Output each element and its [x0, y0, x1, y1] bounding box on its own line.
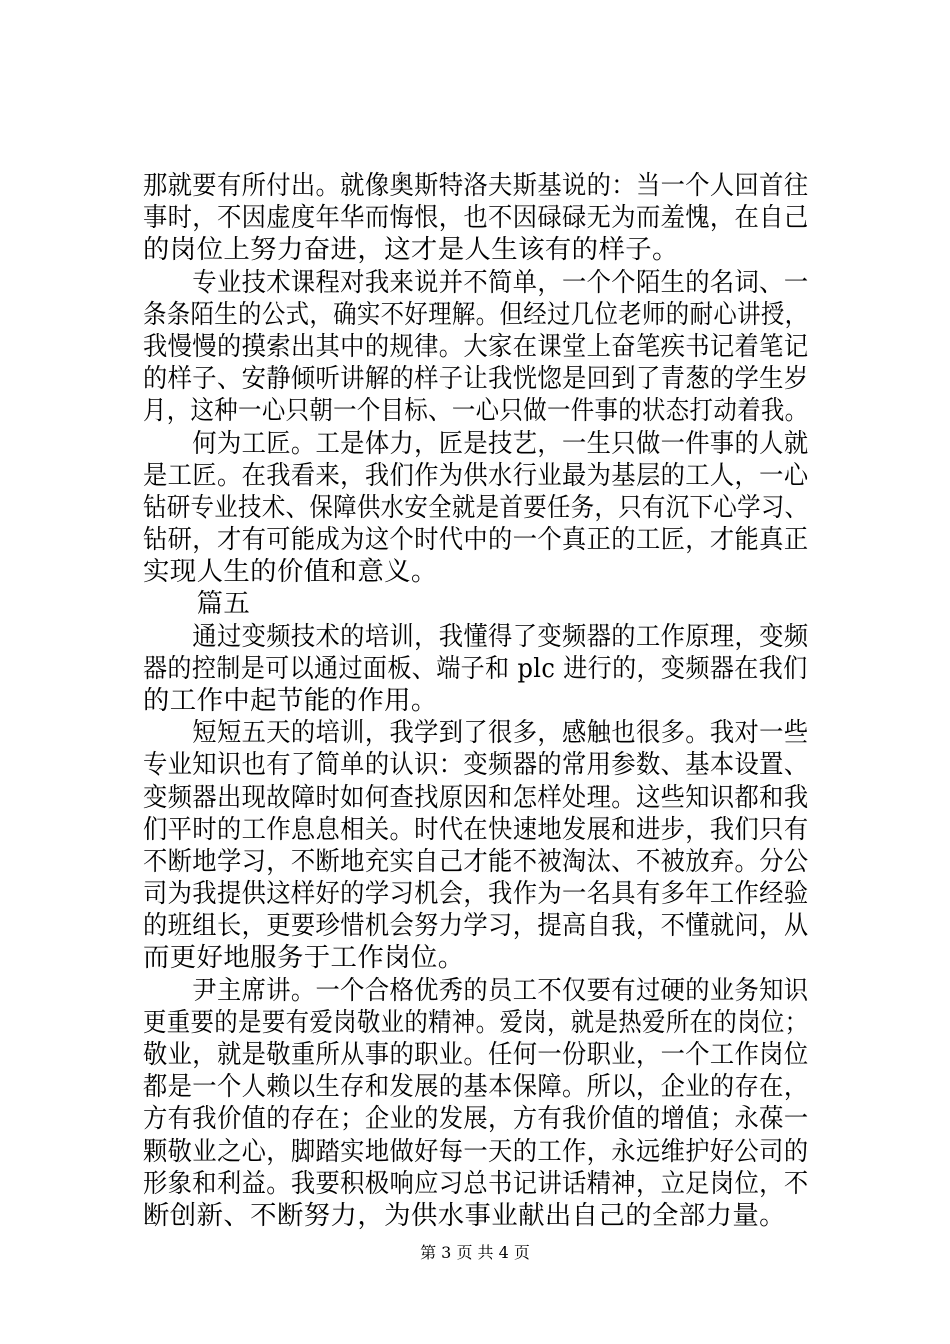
text-line: 的班组长，更要珍惜机会努力学习，提高自我，不懂就问，从	[143, 910, 809, 942]
text-line: 方有我价值的存在；企业的发展，方有我价值的增值；永葆一	[143, 1103, 809, 1135]
text-line: 短短五天的培训，我学到了很多，感触也很多。我对一些	[143, 717, 809, 749]
text-line: 们平时的工作息息相关。时代在快速地发展和进步，我们只有	[143, 813, 809, 845]
section-heading: 篇五	[143, 588, 251, 620]
text-line: 通过变频技术的培训，我懂得了变频器的工作原理，变频	[143, 620, 809, 652]
text-line: 而更好地服务于工作岗位。	[143, 942, 465, 974]
text-line: 专业知识也有了简单的认识：变频器的常用参数、基本设置、	[143, 749, 809, 781]
text-line: 实现人生的价值和意义。	[143, 556, 438, 588]
text-line: 司为我提供这样好的学习机会，我作为一名具有多年工作经验	[143, 878, 809, 909]
text-line: 更重要的是要有爱岗敬业的精神。爱岗，就是热爱所在的岗位；	[143, 1006, 809, 1038]
text-line: 敬业，就是敬重所从事的职业。任何一份职业，一个工作岗位	[143, 1038, 809, 1070]
text-line: 钻研专业技术、保障供水安全就是首要任务，只有沉下心学习、	[143, 491, 809, 523]
text-line: 器的控制是可以通过面板、端子和 plc 进行的，变频器在我们	[143, 652, 808, 684]
text-line: 条条陌生的公式，确实不好理解。但经过几位老师的耐心讲授，	[143, 298, 809, 330]
text-line: 都是一个人赖以生存和发展的基本保障。所以，企业的存在，	[143, 1071, 809, 1103]
text-line: 专业技术课程对我来说并不简单，一个个陌生的名词、一	[143, 266, 809, 298]
text-line: 月，这种一心只朝一个目标、一心只做一件事的状态打动着我。	[143, 395, 809, 427]
text-line: 那就要有所付出。就像奥斯特洛夫斯基说的：当一个人回首往	[143, 170, 809, 201]
text-line: 事时，不因虚度年华而悔恨，也不因碌碌无为而羞愧，在自己	[143, 202, 809, 234]
text-line: 钻研，才有可能成为这个时代中的一个真正的工匠，才能真正	[143, 524, 809, 555]
text-line: 颗敬业之心，脚踏实地做好每一天的工作，永远维护好公司的	[143, 1135, 809, 1167]
text-line: 我慢慢的摸索出其中的规律。大家在课堂上奋笔疾书记着笔记	[143, 330, 809, 362]
text-line: 是工匠。在我看来，我们作为供水行业最为基层的工人，一心	[143, 459, 809, 491]
text-line: 尹主席讲。一个合格优秀的员工不仅要有过硬的业务知识	[143, 974, 809, 1006]
text-line: 何为工匠。工是体力，匠是技艺，一生只做一件事的人就	[143, 427, 809, 459]
text-line: 形象和利益。我要积极响应习总书记讲话精神，立足岗位，不	[143, 1167, 809, 1199]
text-line: 的工作中起节能的作用。	[143, 684, 438, 716]
page-number-footer: 第 3 页 共 4 页	[420, 1243, 530, 1262]
text-line: 不断地学习，不断地充实自己才能不被淘汰、不被放弃。分公	[143, 845, 809, 877]
text-line: 变频器出现故障时如何查找原因和怎样处理。这些知识都和我	[143, 781, 809, 813]
text-line: 的样子、安静倾听讲解的样子让我恍惚是回到了青葱的学生岁	[143, 363, 809, 395]
text-line: 断创新、不断努力，为供水事业献出自己的全部力量。	[143, 1199, 786, 1231]
text-line: 的岗位上努力奋进，这才是人生该有的样子。	[143, 234, 679, 266]
